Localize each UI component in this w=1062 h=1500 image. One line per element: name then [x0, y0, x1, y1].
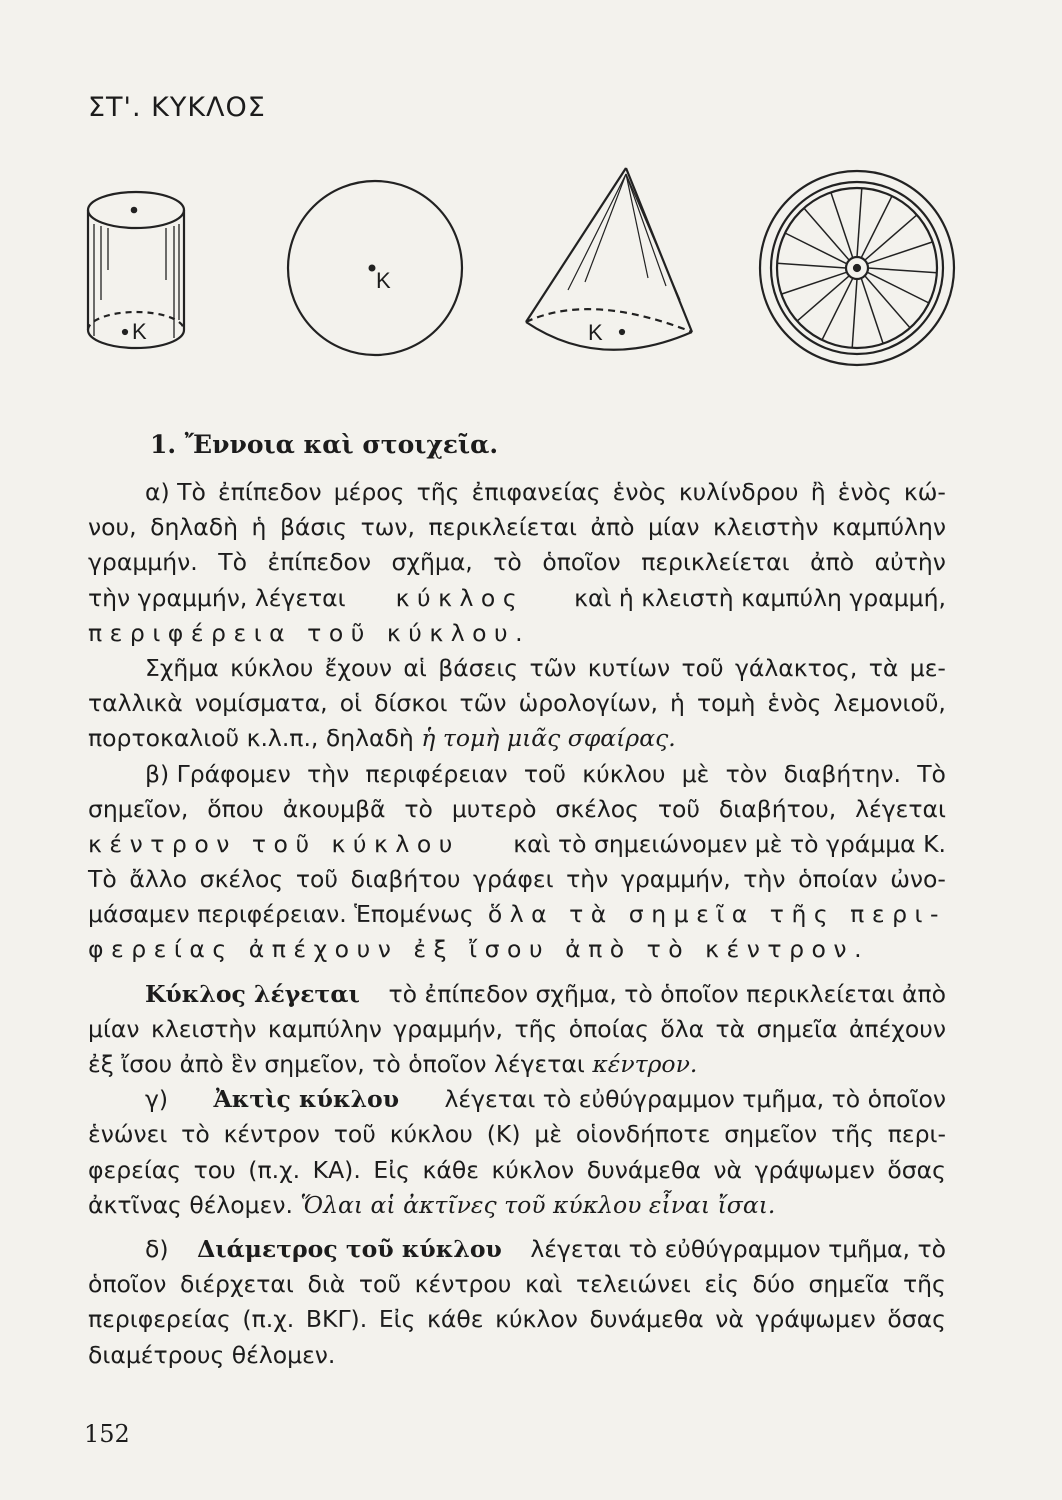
- word: σημεῖον: [724, 1120, 818, 1149]
- word: ὁποίαν: [798, 865, 878, 894]
- word: κλειστὴν: [150, 1014, 257, 1043]
- word: β) Γράφομεν: [145, 759, 291, 788]
- word: τὴν: [307, 759, 350, 788]
- word: Σχῆμα: [145, 653, 219, 682]
- word: ἑνώνει: [88, 1120, 168, 1149]
- text-line: [88, 862, 946, 897]
- text-segment: πορτοκαλιοῦ κ.λ.π., δηλαδὴ: [88, 724, 414, 753]
- word: γραμμήν,: [393, 1014, 504, 1043]
- word: σημεῖα: [808, 1270, 890, 1299]
- word: τῆς: [831, 1120, 874, 1149]
- word: σκέλος: [199, 865, 284, 894]
- word: των,: [360, 513, 416, 542]
- word: σχῆμα,: [391, 548, 473, 577]
- text-segment: γ): [145, 1085, 169, 1114]
- body-text: [88, 475, 946, 1373]
- word: τῶν: [529, 653, 577, 682]
- word: κέντρου: [414, 1270, 512, 1299]
- page-number: 152: [84, 1420, 130, 1448]
- text-segment: λέγεται τὸ εὐθύγραμμον τμῆμα, τὸ: [530, 1234, 946, 1263]
- word: τὴν: [743, 865, 786, 894]
- wheel-spoke: [861, 196, 892, 258]
- word: αὐτὴν: [874, 548, 946, 577]
- word: (Κ): [486, 1120, 521, 1149]
- word: ὁποῖον: [542, 548, 621, 577]
- word: γράψωμεν: [755, 1305, 876, 1334]
- word: μὲ: [681, 759, 710, 788]
- word: τὰ: [868, 653, 899, 682]
- figures-row: [70, 160, 990, 390]
- bold-term: Κύκλος λέγεται: [145, 979, 360, 1008]
- word: οἱ: [339, 689, 363, 718]
- word: ἡ: [670, 689, 685, 718]
- section-title: 1. Ἔννοια καὶ στοιχεῖα.: [150, 430, 499, 459]
- text-segment: διαμέτρους θέλομεν.: [88, 1340, 336, 1369]
- word: κυλίνδρου: [678, 478, 799, 506]
- cone-figure: [526, 168, 692, 350]
- word: οἱονδήποτε: [575, 1120, 711, 1149]
- word: τὰ: [715, 1014, 746, 1043]
- word: κύκλον: [495, 1305, 578, 1334]
- word: περι-: [887, 1120, 946, 1149]
- word: τοῦ: [333, 1120, 376, 1149]
- text-line: [88, 1267, 946, 1302]
- word: δυνάμεθα: [589, 1305, 704, 1334]
- wheel-spoke: [831, 192, 853, 257]
- term-spaced: κύκλος: [395, 583, 525, 612]
- wheel-spoke: [868, 268, 937, 273]
- word: ὅσας: [887, 1305, 946, 1334]
- word: ἔχουν: [324, 653, 393, 682]
- word: ἡ: [251, 513, 267, 542]
- text-line: [88, 827, 946, 862]
- word: ἢ: [810, 478, 826, 506]
- word: ἄλλο: [129, 865, 188, 894]
- word: τελειώνει: [575, 1270, 691, 1299]
- cylinder-center-label: Κ: [132, 319, 147, 344]
- word: με-: [909, 653, 946, 682]
- word: τοῦ: [523, 759, 567, 788]
- word: μυτερὸ: [451, 794, 537, 823]
- word: τὸν: [725, 759, 768, 788]
- word: ὁποίας: [568, 1014, 649, 1043]
- word: δυνάμεθα: [586, 1155, 701, 1184]
- word: σημεῖα: [756, 1014, 838, 1043]
- bold-term: Ἀκτὶς κύκλου: [213, 1085, 400, 1114]
- text-line: [88, 1117, 946, 1152]
- word: ἑνὸς: [767, 689, 822, 718]
- word: τὸ: [404, 794, 433, 823]
- word: ὅσας: [887, 1155, 946, 1184]
- wheel-spoke: [781, 272, 846, 294]
- word: κώ-: [903, 478, 946, 506]
- word: καὶ: [525, 1270, 563, 1299]
- wheel-spoke: [867, 242, 932, 264]
- chapter-title: ΣΤ'. ΚΥΚΛΟΣ: [88, 92, 266, 123]
- word: τοῦ: [681, 653, 724, 682]
- text-segment: μάσαμεν περιφέρειαν. Ἑπομένως: [88, 900, 474, 929]
- word: τὴν: [566, 865, 609, 894]
- wheel-spoke: [861, 278, 883, 343]
- text-line: [88, 1153, 946, 1188]
- word: σημεῖον,: [88, 794, 189, 823]
- text-line: [88, 897, 946, 932]
- text-line: [88, 686, 946, 721]
- word: Εἰς: [373, 1155, 410, 1184]
- wheel-spoke: [852, 279, 857, 348]
- word: τῶν: [459, 689, 507, 718]
- word: δύο: [752, 1270, 795, 1299]
- word: Εἰς: [378, 1305, 416, 1334]
- word: διαβήτου,: [718, 794, 837, 823]
- text-line: [88, 932, 946, 967]
- word: ἀπὸ: [590, 513, 635, 542]
- text-segment: τὸ ἐπίπεδον σχῆμα, τὸ ὁποῖον περικλείεται ἀπὸ: [388, 979, 946, 1008]
- word: γράφει: [473, 865, 554, 894]
- text-segment: λέγεται τὸ εὐθύγραμμον τμῆμα, τὸ ὁποῖον: [444, 1085, 946, 1114]
- word: κύκλον: [491, 1155, 575, 1184]
- word: γάλακτος,: [734, 653, 858, 682]
- word: νὰ: [713, 1155, 743, 1184]
- word: διαβήτην.: [783, 759, 901, 788]
- wheel-spoke: [804, 208, 849, 260]
- word: ΒΚΓ).: [305, 1305, 368, 1334]
- word: γράψωμεν: [754, 1155, 875, 1184]
- wheel-spoke: [822, 278, 853, 340]
- word: (π.χ.: [248, 1155, 301, 1184]
- word: δηλαδὴ: [150, 513, 239, 542]
- word: κυτίων: [587, 653, 671, 682]
- word: τοῦ: [358, 1270, 402, 1299]
- word: τομὴ: [696, 689, 756, 718]
- text-line: [88, 475, 946, 510]
- word: κύκλου: [582, 759, 666, 788]
- word: ὅλα: [660, 1014, 705, 1043]
- word: τῆς: [903, 1270, 946, 1299]
- word: ἀπὸ: [810, 548, 855, 577]
- word: γραμμήν.: [88, 548, 198, 577]
- italic-phrase: Ὅλαι αἱ ἀκτῖνες τοῦ κύκλου εἶναι ἴσαι.: [300, 1190, 776, 1219]
- wheel-spoke: [797, 276, 849, 321]
- text-line: [88, 721, 946, 756]
- word: κύκλου: [389, 1120, 473, 1149]
- italic-phrase: ἡ τομὴ μιᾶς σφαίρας.: [421, 724, 676, 753]
- word: λέγεται: [855, 794, 946, 823]
- term-spaced: κέντρον τοῦ κύκλου: [88, 829, 460, 858]
- word: ἑνὸς: [612, 478, 667, 506]
- word: βάσεις: [438, 653, 519, 682]
- text-line: [88, 757, 946, 792]
- word: διαβήτου: [350, 865, 461, 894]
- word: τοῦ: [657, 794, 700, 823]
- word: εἰς: [704, 1270, 739, 1299]
- word: σκέλος: [555, 794, 639, 823]
- word: νου,: [88, 513, 137, 542]
- word: μέρος: [333, 478, 405, 506]
- wheel-spoke: [785, 233, 847, 264]
- word: δίσκοι: [374, 689, 448, 718]
- text-segment: ἐξ ἴσου ἀπὸ ἓν σημεῖον, τὸ ὁποῖον λέγεται: [88, 1050, 585, 1078]
- circle-figure: [288, 181, 462, 355]
- word: ἀπέχουν: [848, 1014, 946, 1043]
- word: περικλείεται: [641, 548, 790, 577]
- text-line: [88, 545, 946, 580]
- text-line: [88, 1338, 946, 1373]
- word: φερείας: [88, 1155, 182, 1184]
- wheel-spoke: [865, 215, 917, 260]
- word: ὅπου: [207, 794, 264, 823]
- text-segment: καὶ ἡ κλειστὴ καμπύλη γραμμή,: [574, 583, 946, 612]
- word: βάσις: [279, 513, 348, 542]
- text-line: [88, 792, 946, 827]
- word: διέρχεται: [180, 1270, 294, 1299]
- circle-center-label: Κ: [376, 268, 391, 293]
- italic-phrase: κέντρον.: [592, 1050, 698, 1078]
- wheel-spoke: [857, 188, 862, 257]
- word: Τὸ: [917, 759, 946, 788]
- word: του: [193, 1155, 236, 1184]
- text-line: [88, 1012, 946, 1047]
- text-line: [88, 1232, 946, 1267]
- text-line: [88, 1047, 946, 1082]
- text-line: [88, 651, 946, 686]
- word: Τὸ: [218, 548, 247, 577]
- word: ἑνὸς: [837, 478, 892, 506]
- text-segment: δ): [145, 1234, 169, 1263]
- cone-center-label: Κ: [588, 320, 603, 345]
- word: καμπύλην: [832, 513, 946, 542]
- word: διὰ: [307, 1270, 346, 1299]
- wheel-figure: [760, 171, 954, 365]
- text-segment: τὴν γραμμήν, λέγεται: [88, 583, 346, 612]
- term-spaced: φερείας ἀπέχουν ἐξ ἴσου ἀπὸ τὸ κέντρον.: [88, 935, 870, 964]
- text-line: [88, 977, 946, 1012]
- word: ἐπίπεδον: [267, 548, 371, 577]
- word: ὁποῖον: [88, 1270, 167, 1299]
- text-line: [88, 1302, 946, 1337]
- word: τὸ: [181, 1120, 210, 1149]
- term-spaced: περιφέρεια τοῦ κύκλου.: [88, 618, 531, 647]
- word: περιφερείας: [88, 1305, 231, 1334]
- word: κέντρον: [223, 1120, 320, 1149]
- text-line: [88, 581, 946, 616]
- word: γραμμήν,: [620, 865, 731, 894]
- word: ἐπιφανείας: [471, 478, 601, 506]
- word: Τὸ: [88, 865, 117, 894]
- word: κάθε: [427, 1305, 484, 1334]
- word: ἀκουμβᾶ: [282, 794, 386, 823]
- word: ταλλικὰ: [88, 689, 183, 718]
- word: τῆς: [416, 478, 460, 506]
- word: περικλείεται: [428, 513, 577, 542]
- word: ΚΑ).: [312, 1155, 361, 1184]
- word: κλειστὴν: [713, 513, 819, 542]
- word: μίαν: [647, 513, 700, 542]
- text-segment: ἀκτῖνας θέλομεν.: [88, 1190, 293, 1219]
- word: αἱ: [403, 653, 427, 682]
- word: τὸ: [493, 548, 522, 577]
- word: (π.χ.: [242, 1305, 295, 1334]
- wheel-spoke: [867, 272, 929, 303]
- word: τῆς: [514, 1014, 558, 1043]
- word: καμπύλην: [267, 1014, 382, 1043]
- word: ὠνο-: [890, 865, 946, 894]
- term-spaced: ὅλα τὰ σημεῖα τῆς περι-: [487, 900, 946, 929]
- wheel-spoke: [865, 276, 910, 328]
- word: νομίσματα,: [194, 689, 328, 718]
- word: τοῦ: [295, 865, 338, 894]
- text-segment: καὶ τὸ σημειώνομεν μὲ τὸ γράμμα Κ.: [513, 829, 946, 858]
- text-line: [88, 1082, 946, 1117]
- text-line: [88, 1188, 946, 1223]
- word: κάθε: [422, 1155, 479, 1184]
- word: κύκλου: [230, 653, 314, 682]
- wheel-spoke: [777, 263, 846, 268]
- word: λεμονιοῦ,: [833, 689, 946, 718]
- word: μίαν: [88, 1014, 140, 1043]
- bold-term: Διάμετρος τοῦ κύκλου: [197, 1234, 502, 1263]
- text-line: [88, 616, 946, 651]
- word: ὡρολογίων,: [518, 689, 658, 718]
- word: μὲ: [534, 1120, 563, 1149]
- word: νὰ: [715, 1305, 744, 1334]
- word: ἐπίπεδον: [218, 478, 322, 506]
- word: περιφέρειαν: [365, 759, 508, 788]
- word: α) Τὸ: [145, 478, 206, 506]
- text-line: [88, 510, 946, 545]
